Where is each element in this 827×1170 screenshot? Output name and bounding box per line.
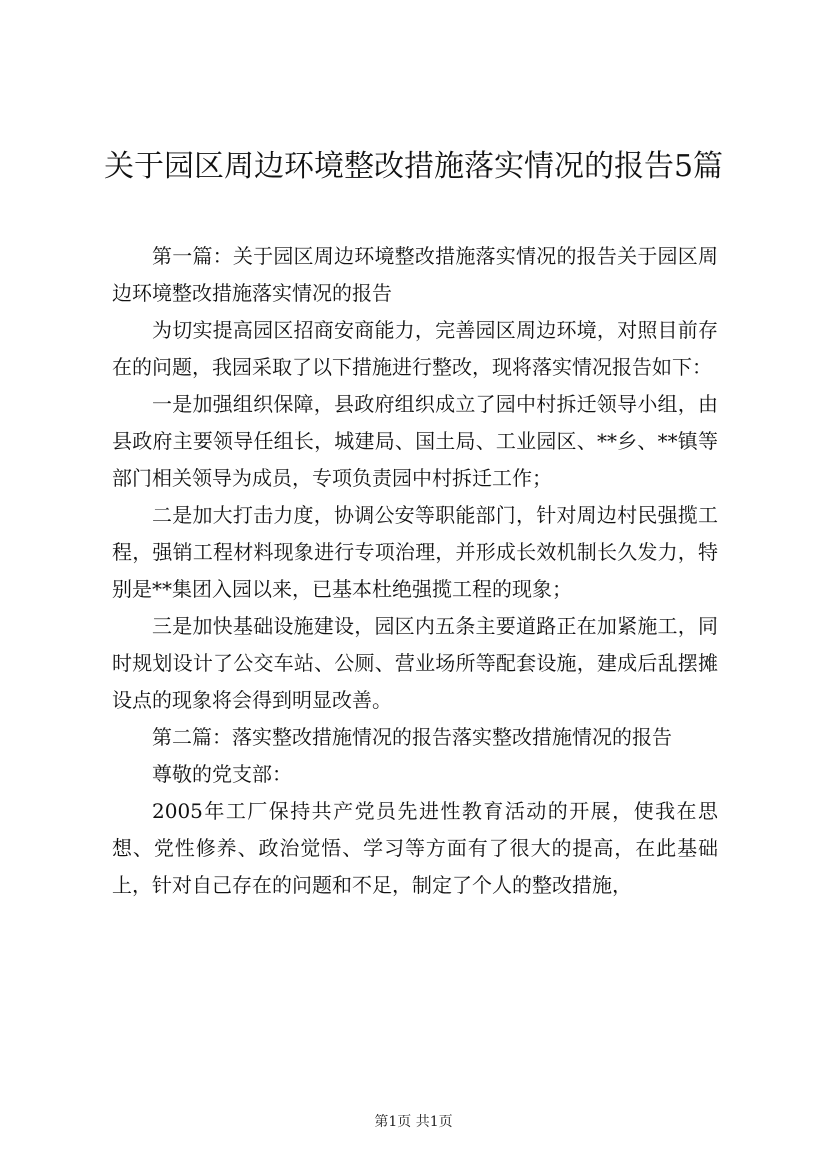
paragraph-7: 尊敬的党支部： xyxy=(152,762,292,786)
paragraph-6: 第二篇：落实整改措施情况的报告落实整改措施情况的报告 xyxy=(152,725,672,749)
paragraph-5: 三是加快基础设施建设，园区内五条主要道路正在加紧施工，同时规划设计了公交车站、公厕、营业场所等配套设施，建成后乱摆摊设点的现象将会得到明显改善。 xyxy=(112,614,718,712)
paragraph-1: 第一篇：关于园区周边环境整改措施落实情况的报告关于园区周边环境整改措施落实情况的报告 xyxy=(112,244,718,305)
paragraph-8: 2005年工厂保持共产党员先进性教育活动的开展，使我在思想、党性修养、政治觉悟、学习等方面有了很大的提高，在此基础上，针对自己存在的问题和不足，制定了个人的整改措施， xyxy=(112,799,718,897)
paragraph-3: 一是加强组织保障，县政府组织成立了园中村拆迁领导小组，由县政府主要领导任组长，城建局、国土局、工业园区、**乡、**镇等部门相关领导为成员，专项负责园中村拆迁工作； xyxy=(112,392,718,490)
paragraph-4: 二是加大打击力度，协调公安等职能部门，针对周边村民强揽工程，强销工程材料现象进行专项治理，并形成长效机制长久发力，特别是**集团入园以来，已基本杜绝强揽工程的现象； xyxy=(112,503,718,601)
document-body xyxy=(112,238,718,904)
paragraph-2: 为切实提高园区招商安商能力，完善园区周边环境，对照目前存在的问题，我园采取了以下措施进行整改，现将落实情况报告如下： xyxy=(112,318,718,379)
page-footer: 第1页 共1页 xyxy=(374,1114,453,1130)
document-title: 关于园区周边环境整改措施落实情况的报告5篇 xyxy=(103,149,724,184)
